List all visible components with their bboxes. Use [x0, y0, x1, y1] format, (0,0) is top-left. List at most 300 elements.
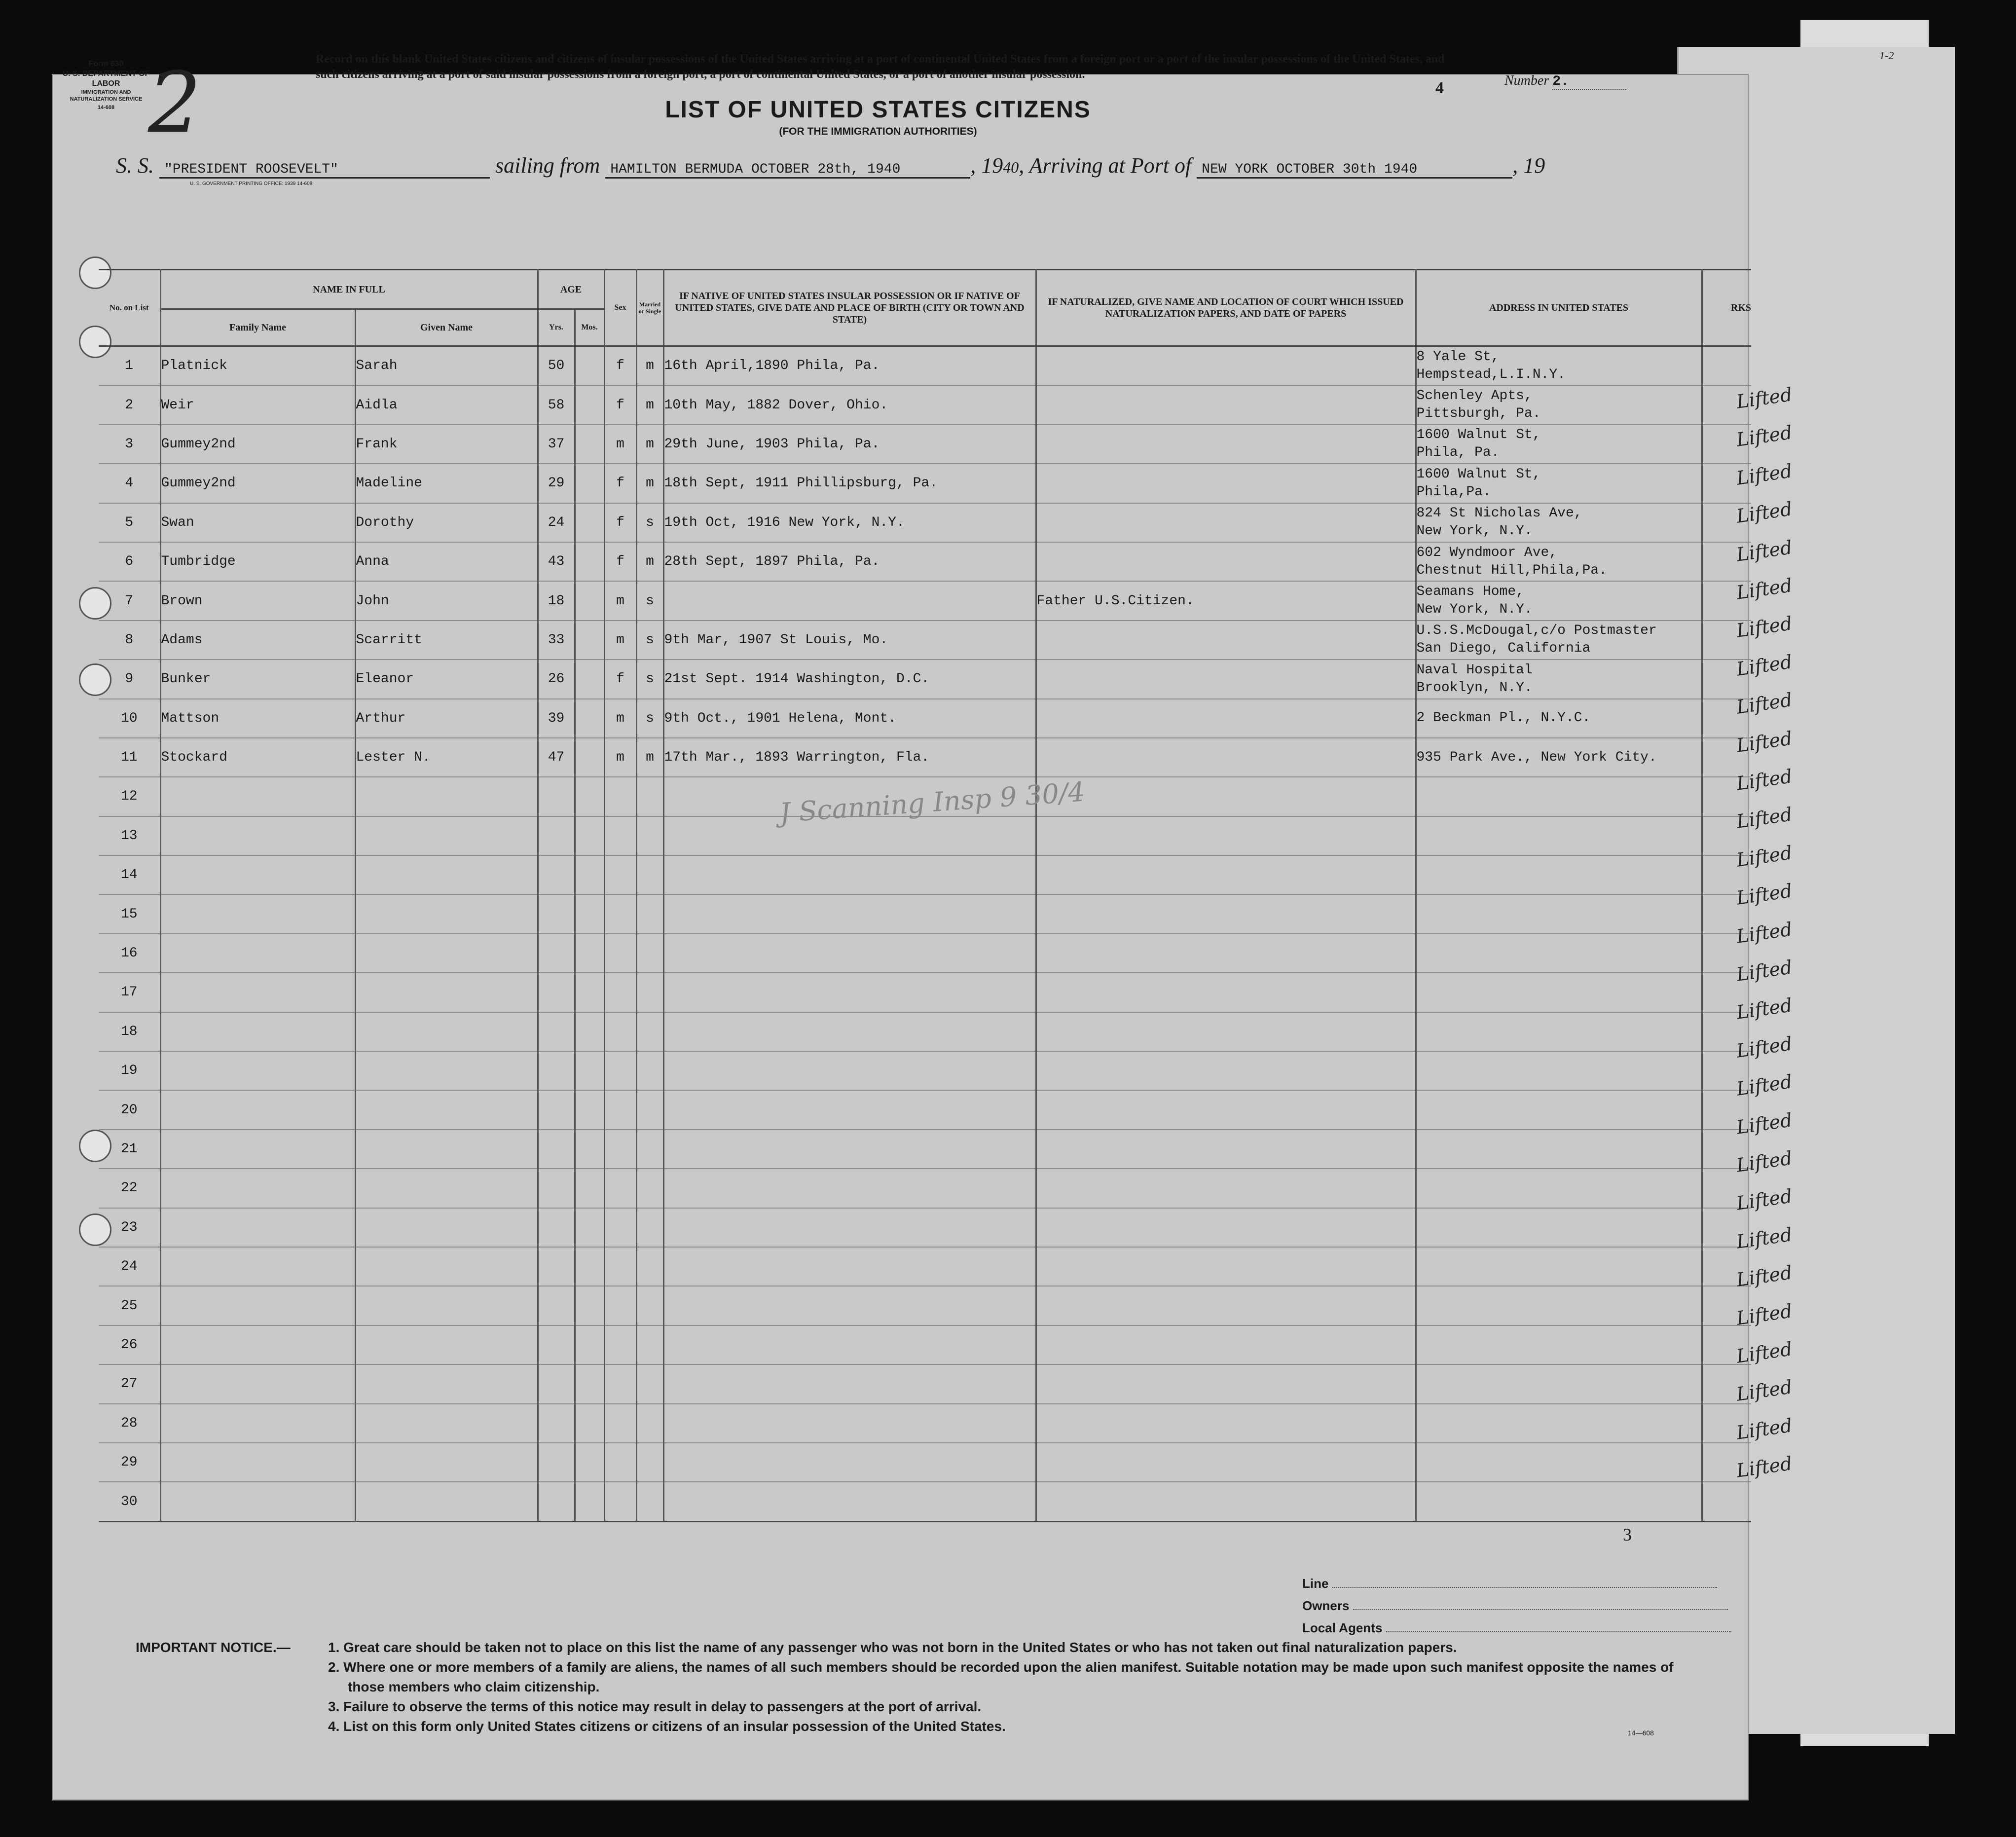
family-name: Swan — [160, 503, 355, 542]
birth-info: 9th Mar, 1907 St Louis, Mo. — [663, 621, 1036, 660]
notice-head: IMPORTANT NOTICE.— — [136, 1640, 291, 1655]
address — [1416, 699, 1702, 738]
remark-lifted: Lifted — [1735, 536, 1794, 566]
address — [1416, 1208, 1702, 1247]
given-name — [355, 934, 538, 973]
table-row — [99, 503, 1751, 542]
age-months — [575, 855, 604, 894]
remark-lifted: Lifted — [1735, 1185, 1794, 1215]
age-years: 18 — [538, 581, 575, 620]
age-months — [575, 464, 604, 503]
col-age: AGE — [538, 270, 604, 309]
col-family-name: Family Name — [160, 309, 355, 346]
address-line: San Diego, California — [1416, 641, 1591, 657]
instructions: Record on this blank United States citizens and citizens of insular possessions of the United States arriving at a port of continental United States from a foreign port or a port of the insular possessions of the United States, and such citizens arriving at a port of said insular possessions from a foreign port, a port of continental United States, or a port of another insular possession. — [316, 53, 1445, 81]
sig-line-label: Line — [1302, 1576, 1329, 1591]
birth-info — [663, 581, 1036, 620]
address-line: 1600 Walnut St, — [1416, 466, 1541, 482]
row-number: 28 — [99, 1404, 160, 1443]
table-row — [99, 1051, 1751, 1090]
naturalization — [1036, 1169, 1416, 1208]
address — [1416, 503, 1702, 542]
family-name — [160, 1364, 355, 1403]
given-name — [355, 855, 538, 894]
remark-lifted: Lifted — [1735, 498, 1794, 527]
sig-owners-label: Owners — [1302, 1598, 1350, 1613]
table-row — [99, 934, 1751, 973]
row-number: 27 — [99, 1364, 160, 1403]
table-row — [99, 1364, 1751, 1403]
family-name: Gummey2nd — [160, 464, 355, 503]
sex — [604, 1286, 636, 1325]
page-title: LIST OF UNITED STATES CITIZENS — [665, 97, 1091, 123]
birth-info — [663, 1404, 1036, 1443]
page-number: 3 — [1623, 1525, 1632, 1544]
foot-code: 14—608 — [1628, 1729, 1654, 1737]
family-name — [160, 1482, 355, 1521]
sex: f — [604, 346, 636, 386]
age-years — [538, 1404, 575, 1443]
given-name: John — [355, 581, 538, 620]
family-name — [160, 1090, 355, 1129]
age-months — [575, 1286, 604, 1325]
birth-info — [663, 894, 1036, 933]
birth-info — [663, 1325, 1036, 1364]
remark-lifted: Lifted — [1735, 1147, 1794, 1176]
sex — [604, 1090, 636, 1129]
remark-lifted: Lifted — [1735, 765, 1794, 795]
marital-status — [636, 816, 663, 855]
marital-status — [636, 1482, 663, 1521]
address-line: Chestnut Hill,Phila,Pa. — [1416, 562, 1607, 578]
given-name: Arthur — [355, 699, 538, 738]
marital-status: s — [636, 660, 663, 698]
remark-lifted: Lifted — [1735, 612, 1794, 642]
family-name: Platnick — [160, 346, 355, 386]
given-name — [355, 1247, 538, 1286]
address — [1416, 777, 1702, 816]
given-name — [355, 777, 538, 816]
row-number: 22 — [99, 1169, 160, 1208]
sig-owners — [1302, 1598, 1728, 1614]
row-number: 16 — [99, 934, 160, 973]
marital-status — [636, 1090, 663, 1129]
address — [1416, 660, 1702, 698]
age-months — [575, 346, 604, 386]
address-line: Schenley Apts, — [1416, 388, 1533, 404]
given-name — [355, 1090, 538, 1129]
sex — [604, 1130, 636, 1169]
service: IMMIGRATION AND NATURALIZATION SERVICE — [70, 89, 143, 102]
remark-lifted: Lifted — [1735, 460, 1794, 489]
address-line: Seamans Home, — [1416, 584, 1524, 600]
address — [1416, 1364, 1702, 1403]
family-name — [160, 1169, 355, 1208]
age-years — [538, 1286, 575, 1325]
form-number: Form 630 — [88, 60, 124, 68]
birth-info: 28th Sept, 1897 Phila, Pa. — [663, 542, 1036, 581]
address-line: New York, N.Y. — [1416, 523, 1533, 539]
marital-status: s — [636, 581, 663, 620]
sex — [604, 855, 636, 894]
row-number: 30 — [99, 1482, 160, 1521]
age-years — [538, 1051, 575, 1090]
family-name — [160, 855, 355, 894]
sig-agents — [1302, 1620, 1731, 1636]
age-months — [575, 894, 604, 933]
marital-status — [636, 1364, 663, 1403]
birth-info — [663, 1169, 1036, 1208]
naturalization — [1036, 346, 1416, 386]
family-name — [160, 934, 355, 973]
col-given-name: Given Name — [355, 309, 538, 346]
naturalization — [1036, 1482, 1416, 1521]
birth-info — [663, 1051, 1036, 1090]
naturalization — [1036, 1012, 1416, 1051]
passenger-table — [99, 269, 1751, 1522]
table-row — [99, 1090, 1751, 1129]
naturalization — [1036, 699, 1416, 738]
table-row — [99, 1169, 1751, 1208]
table-row — [99, 425, 1751, 464]
naturalization — [1036, 1051, 1416, 1090]
table-row — [99, 973, 1751, 1012]
address — [1416, 855, 1702, 894]
birth-info — [663, 855, 1036, 894]
row-number: 8 — [99, 621, 160, 660]
family-name — [160, 1247, 355, 1286]
naturalization — [1036, 542, 1416, 581]
sex: m — [604, 699, 636, 738]
age-years — [538, 1169, 575, 1208]
family-name — [160, 1404, 355, 1443]
age-months — [575, 934, 604, 973]
row-number: 18 — [99, 1012, 160, 1051]
sex: m — [604, 621, 636, 660]
table-row — [99, 738, 1751, 777]
remark-lifted: Lifted — [1735, 994, 1794, 1024]
birth-info: 19th Oct, 1916 New York, N.Y. — [663, 503, 1036, 542]
arriving-label: , Arriving at Port of — [1019, 153, 1192, 178]
age-months — [575, 1404, 604, 1443]
family-name: Mattson — [160, 699, 355, 738]
family-name — [160, 1051, 355, 1090]
address-line: Brooklyn, N.Y. — [1416, 680, 1533, 696]
age-months — [575, 1325, 604, 1364]
age-years: 58 — [538, 385, 575, 424]
table-row — [99, 1443, 1751, 1482]
birth-info: 18th Sept, 1911 Phillipsburg, Pa. — [663, 464, 1036, 503]
age-months — [575, 581, 604, 620]
given-name — [355, 973, 538, 1012]
sex — [604, 1012, 636, 1051]
address — [1416, 816, 1702, 855]
naturalization — [1036, 1364, 1416, 1403]
naturalization — [1036, 660, 1416, 698]
birth-info — [663, 1247, 1036, 1286]
remark-lifted: Lifted — [1735, 1108, 1794, 1139]
table-row — [99, 542, 1751, 581]
year-suffix: 40 — [1003, 158, 1019, 176]
age-years: 39 — [538, 699, 575, 738]
family-name: Brown — [160, 581, 355, 620]
row-number: 20 — [99, 1090, 160, 1129]
row-number: 14 — [99, 855, 160, 894]
table-row — [99, 385, 1751, 424]
given-name — [355, 1364, 538, 1403]
remark-lifted: Lifted — [1735, 842, 1794, 871]
address — [1416, 1130, 1702, 1169]
address — [1416, 1286, 1702, 1325]
row-number: 11 — [99, 738, 160, 777]
address-line: Phila, Pa. — [1416, 445, 1500, 461]
row-number: 1 — [99, 346, 160, 386]
address-line: 935 Park Ave., New York City. — [1416, 749, 1657, 765]
age-years — [538, 1208, 575, 1247]
remark-lifted: Lifted — [1735, 803, 1794, 833]
marital-status — [636, 1012, 663, 1051]
given-name: Aidla — [355, 385, 538, 424]
address — [1416, 1051, 1702, 1090]
address — [1416, 1012, 1702, 1051]
birth-info: 21st Sept. 1914 Washington, D.C. — [663, 660, 1036, 698]
remark-lifted: Lifted — [1735, 1261, 1794, 1291]
naturalization — [1036, 816, 1416, 855]
family-name — [160, 816, 355, 855]
given-name: Dorothy — [355, 503, 538, 542]
list-number — [1504, 73, 1626, 90]
address — [1416, 894, 1702, 933]
birth-info: 17th Mar., 1893 Warrington, Fla. — [663, 738, 1036, 777]
marital-status — [636, 1404, 663, 1443]
row-number: 7 — [99, 581, 160, 620]
row-number: 15 — [99, 894, 160, 933]
arriving-port: NEW YORK OCTOBER 30th 1940 — [1197, 162, 1512, 179]
remark-lifted: Lifted — [1735, 383, 1794, 413]
col-sex: Sex — [604, 270, 636, 346]
naturalization — [1036, 464, 1416, 503]
family-name — [160, 1286, 355, 1325]
address — [1416, 934, 1702, 973]
address-line: U.S.S.McDougal,c/o Postmaster — [1416, 623, 1657, 639]
address — [1416, 542, 1702, 581]
family-name — [160, 1443, 355, 1482]
birth-info — [663, 1364, 1036, 1403]
col-mos: Mos. — [575, 309, 604, 346]
naturalization — [1036, 425, 1416, 464]
address-line: 824 St Nicholas Ave, — [1416, 506, 1582, 521]
remark-lifted: Lifted — [1735, 727, 1794, 757]
col-remarks: RKS — [1702, 270, 1751, 346]
sex — [604, 777, 636, 816]
age-years — [538, 894, 575, 933]
ship-name: "PRESIDENT ROOSEVELT" — [159, 162, 490, 179]
sex — [604, 1482, 636, 1521]
col-address: ADDRESS IN UNITED STATES — [1416, 270, 1702, 346]
sex — [604, 816, 636, 855]
age-years: 43 — [538, 542, 575, 581]
age-years — [538, 816, 575, 855]
age-months — [575, 1169, 604, 1208]
row-number: 24 — [99, 1247, 160, 1286]
naturalization — [1036, 973, 1416, 1012]
address-line: Phila,Pa. — [1416, 484, 1491, 500]
marital-status — [636, 1051, 663, 1090]
age-years — [538, 1482, 575, 1521]
family-name — [160, 777, 355, 816]
age-years — [538, 1130, 575, 1169]
family-name: Tumbridge — [160, 542, 355, 581]
sex: m — [604, 738, 636, 777]
col-name-in-full: NAME IN FULL — [160, 270, 538, 309]
sex: f — [604, 464, 636, 503]
age-months — [575, 1247, 604, 1286]
age-years — [538, 1012, 575, 1051]
sex — [604, 1325, 636, 1364]
family-name — [160, 1208, 355, 1247]
important-notice — [136, 1638, 1704, 1736]
address — [1416, 581, 1702, 620]
address — [1416, 1404, 1702, 1443]
age-years: 33 — [538, 621, 575, 660]
age-months — [575, 1012, 604, 1051]
birth-info: 16th April,1890 Phila, Pa. — [663, 346, 1036, 386]
row-number: 4 — [99, 464, 160, 503]
marital-status — [636, 1443, 663, 1482]
sex: f — [604, 542, 636, 581]
family-name: Adams — [160, 621, 355, 660]
table-row — [99, 1325, 1751, 1364]
naturalization — [1036, 621, 1416, 660]
remark-lifted: Lifted — [1735, 918, 1794, 948]
sex: f — [604, 385, 636, 424]
age-years — [538, 1247, 575, 1286]
year-prefix: , 19 — [970, 153, 1003, 178]
address — [1416, 1169, 1702, 1208]
page-subtitle: (FOR THE IMMIGRATION AUTHORITIES) — [779, 126, 977, 137]
age-years — [538, 1443, 575, 1482]
naturalization: Father U.S.Citizen. — [1036, 581, 1416, 620]
remark-lifted: Lifted — [1735, 1414, 1794, 1444]
marital-status — [636, 934, 663, 973]
age-years: 47 — [538, 738, 575, 777]
table-row — [99, 1130, 1751, 1169]
sex — [604, 1051, 636, 1090]
birth-info — [663, 1286, 1036, 1325]
pencil-note: J Scanning Insp 9 30/4 — [778, 776, 1086, 829]
sig-agents-label: Local Agents — [1302, 1620, 1383, 1635]
remark-lifted: Lifted — [1735, 1223, 1794, 1253]
family-name: Stockard — [160, 738, 355, 777]
table-row — [99, 894, 1751, 933]
gpo-note: U. S. GOVERNMENT PRINTING OFFICE: 1939 14-608 — [190, 181, 313, 186]
end-year: , 19 — [1512, 153, 1545, 178]
sex — [604, 1208, 636, 1247]
age-months — [575, 777, 604, 816]
row-number: 13 — [99, 816, 160, 855]
table-row — [99, 1247, 1751, 1286]
address-line: 602 Wyndmoor Ave, — [1416, 545, 1558, 560]
age-months — [575, 816, 604, 855]
birth-info — [663, 1482, 1036, 1521]
age-years: 26 — [538, 660, 575, 698]
address-line: 8 Yale St, — [1416, 349, 1500, 365]
table-row — [99, 464, 1751, 503]
remark-lifted: Lifted — [1735, 1070, 1794, 1100]
family-name — [160, 894, 355, 933]
age-years: 29 — [538, 464, 575, 503]
marital-status — [636, 855, 663, 894]
given-name: Madeline — [355, 464, 538, 503]
remark-lifted: Lifted — [1735, 1032, 1794, 1062]
age-years — [538, 855, 575, 894]
birth-info: 29th June, 1903 Phila, Pa. — [663, 425, 1036, 464]
age-years — [538, 1090, 575, 1129]
age-months — [575, 660, 604, 698]
birth-info — [663, 1208, 1036, 1247]
row-number: 2 — [99, 385, 160, 424]
naturalization — [1036, 934, 1416, 973]
ship-line — [116, 153, 1685, 180]
row-number: 9 — [99, 660, 160, 698]
birth-info — [663, 1090, 1036, 1129]
naturalization — [1036, 1208, 1416, 1247]
table-row — [99, 699, 1751, 738]
age-months — [575, 542, 604, 581]
marital-status: m — [636, 464, 663, 503]
given-name — [355, 816, 538, 855]
marital-status — [636, 777, 663, 816]
given-name — [355, 1482, 538, 1521]
marital-status: s — [636, 503, 663, 542]
address-line: 2 Beckman Pl., N.Y.C. — [1416, 710, 1591, 726]
birth-info — [663, 973, 1036, 1012]
family-name — [160, 1130, 355, 1169]
given-name: Eleanor — [355, 660, 538, 698]
age-years: 37 — [538, 425, 575, 464]
naturalization — [1036, 777, 1416, 816]
given-name — [355, 1208, 538, 1247]
given-name — [355, 1443, 538, 1482]
age-months — [575, 973, 604, 1012]
address — [1416, 385, 1702, 424]
age-months — [575, 1364, 604, 1403]
address — [1416, 738, 1702, 777]
row-number: 5 — [99, 503, 160, 542]
age-months — [575, 1090, 604, 1129]
sex — [604, 1247, 636, 1286]
row-number: 17 — [99, 973, 160, 1012]
table-row — [99, 581, 1751, 620]
sex: m — [604, 581, 636, 620]
remark-lifted: Lifted — [1735, 880, 1794, 909]
address — [1416, 346, 1702, 386]
row-number: 19 — [99, 1051, 160, 1090]
given-name — [355, 1012, 538, 1051]
address — [1416, 621, 1702, 660]
row-number: 29 — [99, 1443, 160, 1482]
col-no: No. on List — [99, 270, 160, 346]
age-months — [575, 385, 604, 424]
corner-note: 1-2 — [1879, 49, 1894, 62]
age-months — [575, 1443, 604, 1482]
address — [1416, 1482, 1702, 1521]
given-name: Frank — [355, 425, 538, 464]
sex — [604, 1404, 636, 1443]
marital-status — [636, 973, 663, 1012]
age-years: 24 — [538, 503, 575, 542]
address-line: New York, N.Y. — [1416, 602, 1533, 618]
